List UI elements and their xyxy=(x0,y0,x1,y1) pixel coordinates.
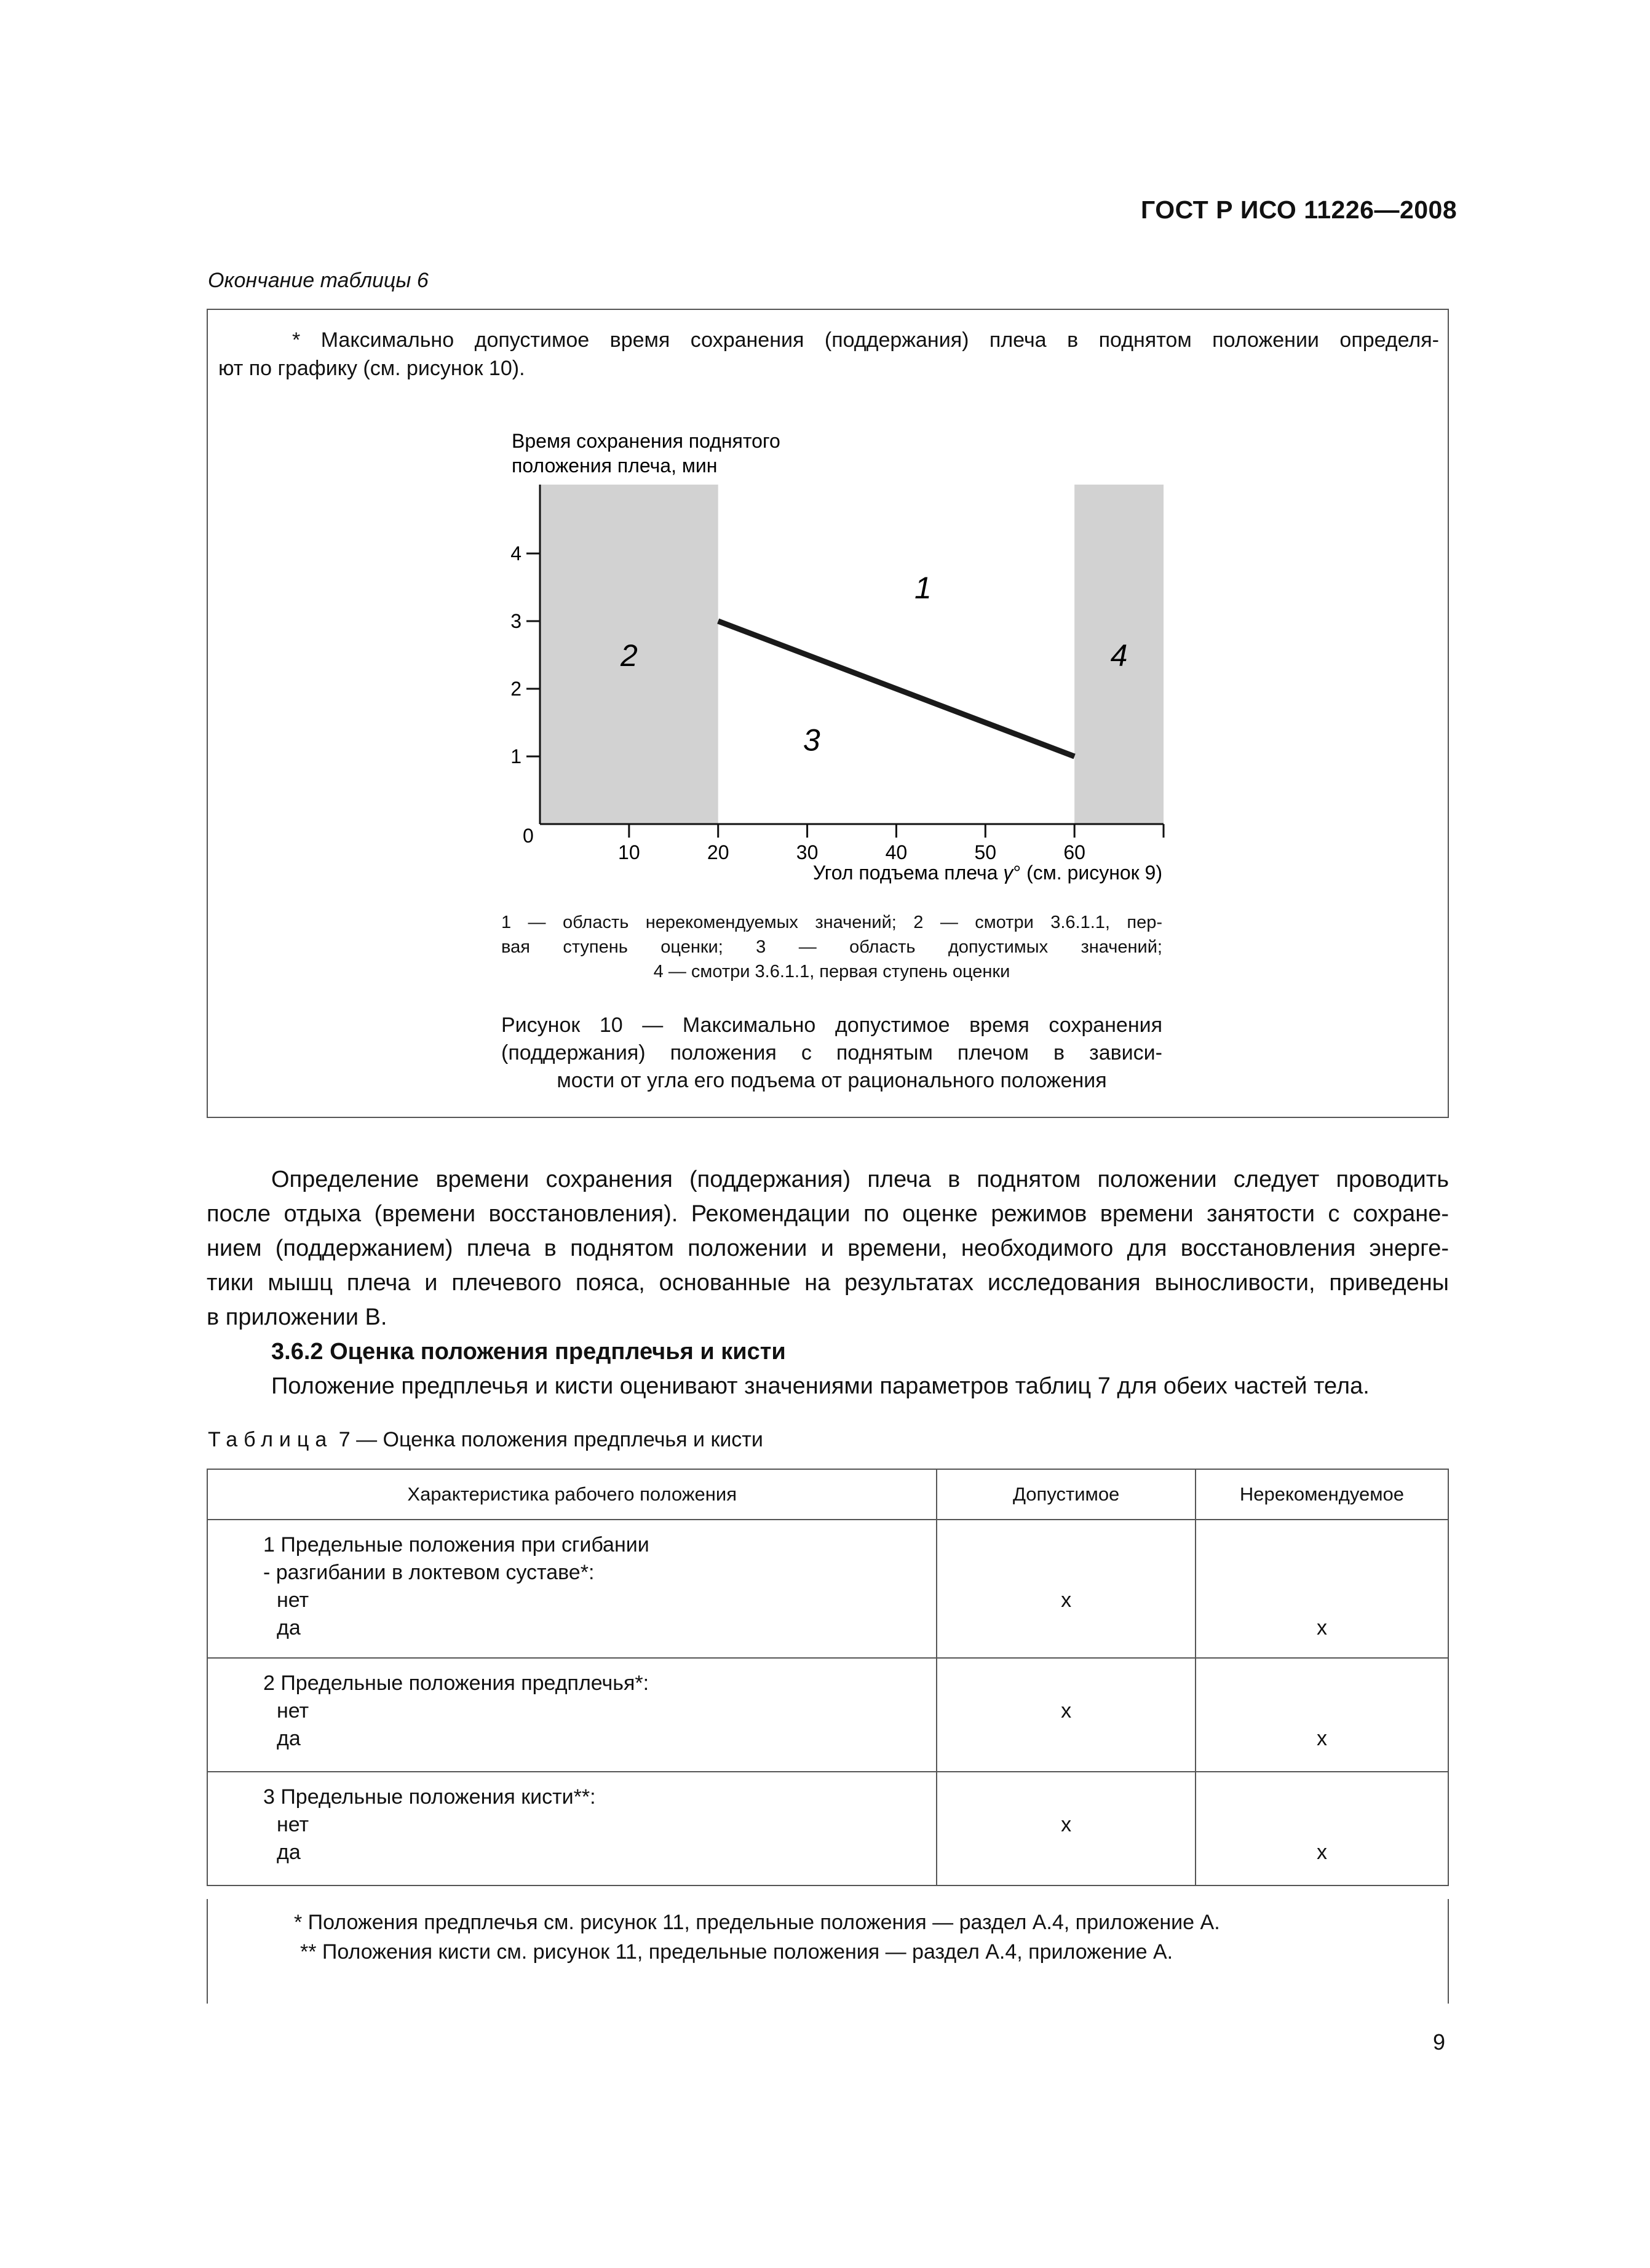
paragraph-line: Положение предплечья и кисти оценивают значениями параметров таблиц 7 для обеих частей тела. xyxy=(271,1373,1370,1399)
table-cell: 3 Предельные положения кисти**: нет да xyxy=(207,1772,937,1885)
x-tick-label: 10 xyxy=(618,841,640,863)
paragraph-line: в приложении В. xyxy=(207,1304,387,1330)
table-cell: x xyxy=(937,1772,1195,1885)
series-line xyxy=(718,621,1074,756)
footnote-line: ют по графику (см. рисунок 10). xyxy=(218,357,525,380)
table-cell: x xyxy=(1196,1658,1448,1772)
table-cell: 1 Предельные положения при сгибании - разгибании в локтевом суставе*: нет да xyxy=(207,1520,937,1658)
paragraph-line: после отдыха (времени восстановления). Рекомендации по оценке режимов времени занятости с сохране- xyxy=(207,1201,1449,1227)
table-continuation-label: Окончание таблицы 6 xyxy=(208,269,429,292)
region-label-1: 1 xyxy=(914,571,932,605)
document-id: ГОСТ Р ИСО 11226—2008 xyxy=(1141,196,1458,224)
table-row xyxy=(207,1520,1448,1658)
figure-caption xyxy=(501,1012,1162,1095)
table-cell: x xyxy=(937,1658,1195,1772)
table-row xyxy=(207,1772,1448,1885)
column-header: Допустимое xyxy=(937,1469,1195,1520)
x-tick-label: 20 xyxy=(707,841,729,863)
footnote-line: * Максимально допустимое время сохранения (поддержания) плеча в поднятом положении определя- xyxy=(292,328,1439,352)
table-header-row xyxy=(207,1469,1448,1520)
region-label-4: 4 xyxy=(1110,638,1128,673)
legend-line: 1 — область нерекомендуемых значений; 2 — смотри 3.6.1.1, пер- xyxy=(501,913,1162,932)
legend-line: 4 — смотри 3.6.1.1, первая ступень оценки xyxy=(653,962,1010,981)
x-axis-label: Угол подъема плеча γ° (см. рисунок 9) xyxy=(812,862,1162,884)
figure-10-chart xyxy=(467,418,1181,898)
x-tick-label: 50 xyxy=(974,841,997,863)
figure-legend xyxy=(501,910,1162,984)
table-row xyxy=(207,1658,1448,1772)
x-tick-label: 30 xyxy=(796,841,819,863)
y-tick-label: 3 xyxy=(510,610,522,632)
y-axis-label-line2: положения плеча, мин xyxy=(512,454,718,477)
y-axis-label-line1: Время сохранения поднятого xyxy=(512,430,780,452)
x-tick-label: 60 xyxy=(1063,841,1085,863)
table-note: * Положения предплечья см. рисунок 11, предельные положения — раздел А.4, приложение А. xyxy=(294,1911,1220,1934)
table6-footnote xyxy=(218,326,1439,383)
caption-line: мости от угла его подъема от рационального положения xyxy=(557,1069,1107,1092)
page-number: 9 xyxy=(1433,2029,1446,2055)
table-cell: 2 Предельные положения предплечья*: нет да xyxy=(207,1658,937,1772)
table-cell: x xyxy=(937,1520,1195,1658)
paragraph-line: тики мышц плеча и плечевого пояса, основанные на результатах исследования выносливости, приведены xyxy=(207,1270,1449,1296)
origin-label: 0 xyxy=(523,825,534,847)
table-cell: x xyxy=(1196,1772,1448,1885)
region-label-3: 3 xyxy=(803,723,820,758)
paragraph-line: Определение времени сохранения (поддержания) плеча в поднятом положении следует проводить xyxy=(271,1167,1449,1192)
table-cell: x xyxy=(1196,1520,1448,1658)
region-label-2: 2 xyxy=(620,638,638,673)
table-note: ** Положения кисти см. рисунок 11, предельные положения — раздел А.4, приложение А. xyxy=(300,1940,1173,1964)
section-heading: 3.6.2 Оценка положения предплечья и кисти xyxy=(271,1339,786,1365)
legend-line: вая ступень оценки; 3 — область допустимых значений; xyxy=(501,937,1162,957)
table7 xyxy=(207,1469,1449,1886)
y-tick-label: 4 xyxy=(510,542,522,565)
table7-notes xyxy=(207,1899,1449,2004)
x-tick-label: 40 xyxy=(885,841,908,863)
table7-title: Таблица 7 — Оценка положения предплечья и кисти xyxy=(208,1428,763,1451)
y-tick-label: 2 xyxy=(510,678,522,700)
paragraph-line: нием (поддержанием) плеча в поднятом положении и времени, необходимого для восстановления энерге- xyxy=(207,1235,1449,1261)
body-text xyxy=(207,1162,1449,1403)
caption-line: Рисунок 10 — Максимально допустимое время сохранения xyxy=(501,1013,1162,1037)
column-header: Нерекомендуемое xyxy=(1196,1469,1448,1520)
caption-line: (поддержания) положения с поднятым плечом в зависи- xyxy=(501,1041,1162,1065)
column-header: Характеристика рабочего положения xyxy=(207,1469,937,1520)
y-tick-label: 1 xyxy=(510,745,522,767)
